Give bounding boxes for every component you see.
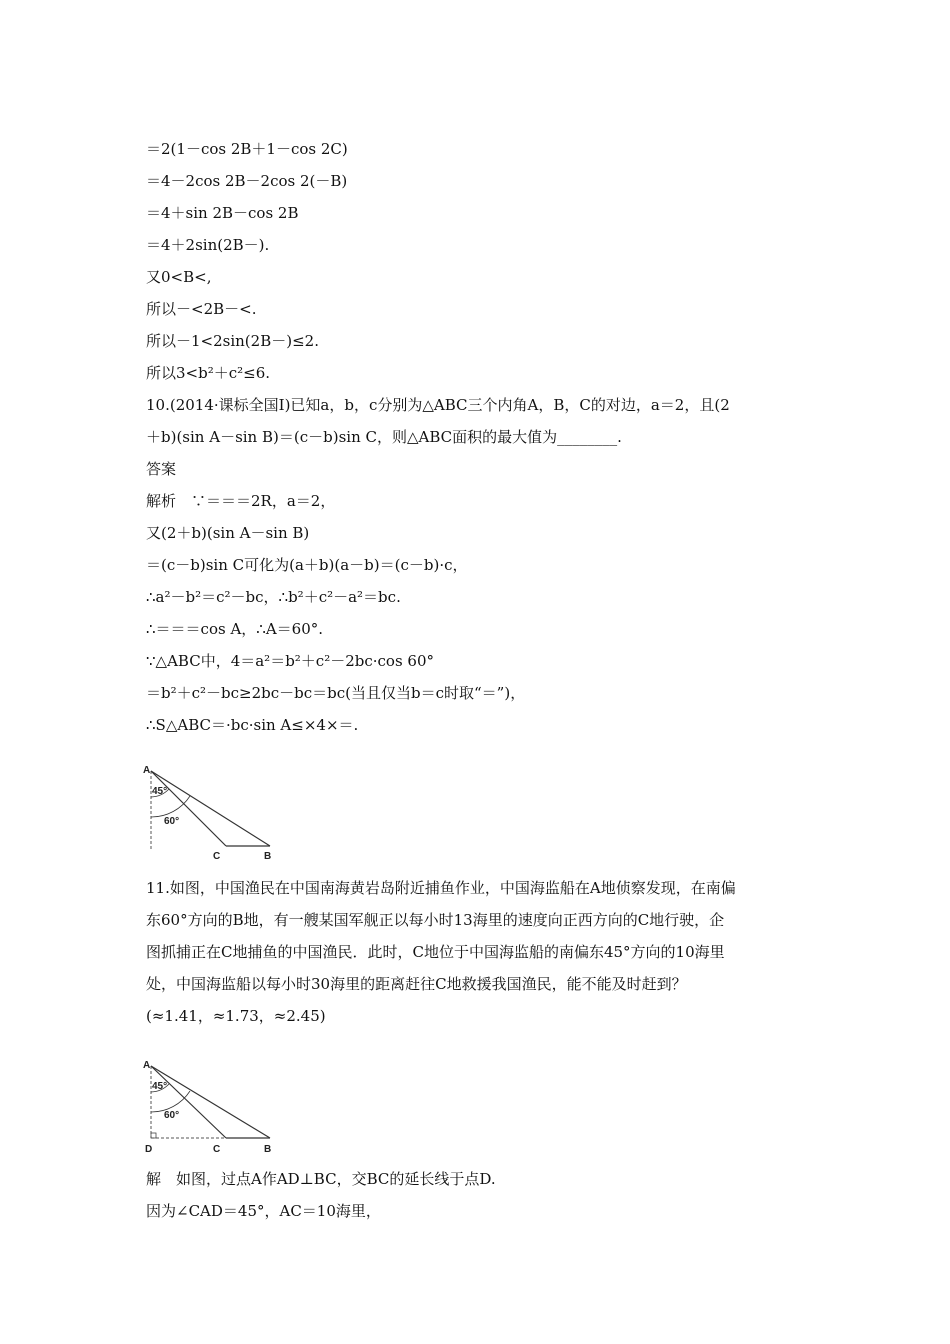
question-11-text: 东60°方向的B地，有一艘某国军舰正以每小时13海里的速度向正西方向的C地行驶，企 (146, 911, 725, 929)
label-angle-60: 60° (164, 816, 180, 827)
equation-line: ＝4＋2sin(2B－). (146, 236, 270, 254)
equation-line: ＝2(1－cos 2B＋1－cos 2C) (146, 140, 348, 158)
solution-11-line: 解 如图，过点A作AD⊥BC，交BC的延长线于点D. (146, 1170, 496, 1188)
right-angle-mark (151, 1133, 156, 1138)
solution-line: ＝(c－b)sin C可化为(a＋b)(a－b)＝(c－b)·c， (146, 556, 468, 574)
solution-line: 又(2＋b)(sin A－sin B) (146, 524, 310, 542)
angle-arc-60 (151, 1091, 190, 1112)
label-a: A (143, 1060, 151, 1071)
segment-ac (151, 1066, 226, 1138)
solution-line: ＝b²＋c²－bc≥2bc－bc＝bc(当且仅当b＝c时取“＝”)， (146, 684, 526, 702)
label-angle-60: 60° (164, 1110, 180, 1121)
segment-ab (151, 771, 270, 846)
label-angle-45: 45° (152, 786, 168, 797)
equation-line: ＝4－2cos 2B－2cos 2(－B) (146, 172, 348, 190)
solution-11-line: 因为∠CAD＝45°，AC＝10海里， (146, 1202, 381, 1220)
segment-ac (151, 771, 226, 846)
answer-label: 答案 (146, 460, 177, 478)
solution-line: ∵△ABC中，4＝a²＝b²＋c²－2bc·cos 60° (146, 652, 435, 670)
equation-line: 所以3<b²＋c²≤6. (146, 364, 271, 382)
question-10-text: ＋b)(sin A－sin B)＝(c－b)sin C，则△ABC面积的最大值为________. (146, 428, 622, 446)
triangle-figure-2 (140, 1056, 290, 1160)
label-d: D (145, 1144, 153, 1155)
solution-line: ∴＝＝＝cos A，∴A＝60°. (146, 620, 324, 638)
question-11-text: (≈1.41，≈1.73，≈2.45) (146, 1007, 326, 1025)
label-b: B (264, 851, 272, 862)
label-angle-45: 45° (152, 1081, 168, 1092)
equation-line: 所以－1<2sin(2B－)≤2. (146, 332, 319, 350)
solution-line: ∴S△ABC＝·bc·sin A≤×4×＝. (146, 716, 359, 734)
angle-arc-60 (151, 796, 190, 817)
label-c: C (213, 1144, 221, 1155)
triangle-figure-1 (140, 763, 290, 863)
label-b: B (264, 1144, 272, 1155)
label-a: A (143, 765, 151, 776)
solution-line: 解析 ∵＝＝＝2R，a＝2， (146, 492, 336, 510)
equation-line: 又0<B<, (146, 268, 212, 286)
question-11-text: 图抓捕正在C地捕鱼的中国渔民．此时，C地位于中国海监船的南偏东45°方向的10海里 (146, 943, 725, 961)
question-10-text: 10.(2014·课标全国Ⅰ)已知a，b，c分别为△ABC三个内角A，B，C的对边，a＝2，且(2 (146, 396, 730, 414)
segment-ab (151, 1066, 270, 1138)
equation-line: ＝4＋sin 2B－cos 2B (146, 204, 299, 222)
equation-line: 所以－<2B－<. (146, 300, 257, 318)
label-c: C (213, 851, 221, 862)
question-11-text: 处，中国海监船以每小时30海里的距离赶往C地救援我国渔民，能不能及时赶到？ (146, 975, 687, 993)
solution-line: ∴a²－b²＝c²－bc，∴b²＋c²－a²＝bc. (146, 588, 401, 606)
question-11-text: 11.如图，中国渔民在中国南海黄岩岛附近捕鱼作业，中国海监船在A地侦察发现，在南偏 (146, 879, 736, 897)
